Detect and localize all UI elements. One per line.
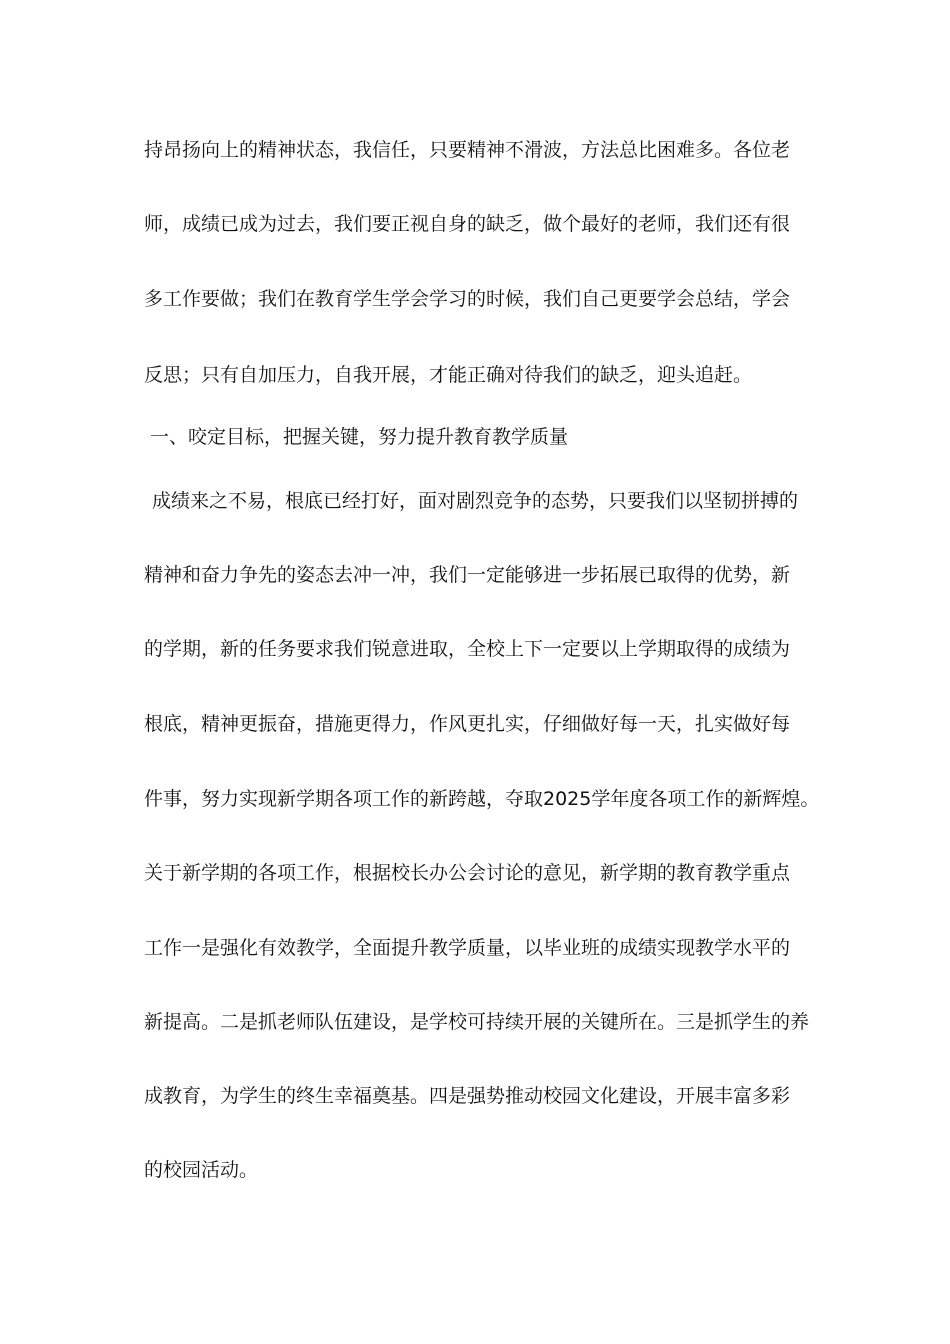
paragraph-line-1: 持昂扬向上的精神状态，我信任，只要精神不滑波，方法总比困难多。各位老 [144, 139, 791, 161]
paragraph-line-9: 根底，精神更振奋，措施更得力，作风更扎实，仔细做好每一天，扎实做好每 [144, 713, 791, 735]
paragraph-line-15: 的校园活动。 [144, 1159, 259, 1181]
paragraph-line-10: 件事，努力实现新学期各项工作的新跨越，夺取2025学年度各项工作的新辉煌。 [144, 788, 820, 810]
paragraph-line-8: 的学期，新的任务要求我们锐意进取，全校上下一定要以上学期取得的成绩为 [144, 638, 791, 660]
section-heading: 一、咬定目标，把握关键，努力提升教育教学质量 [150, 426, 569, 448]
paragraph-line-4: 反思；只有自加压力，自我开展，才能正确对待我们的缺乏，迎头追赶。 [144, 364, 753, 386]
paragraph-line-14: 成教育，为学生的终生幸福奠基。四是强势推动校园文化建设，开展丰富多彩 [144, 1085, 791, 1107]
paragraph-line-11: 关于新学期的各项工作，根据校长办公会讨论的意见，新学期的教育教学重点 [144, 862, 791, 884]
paragraph-line-3: 多工作要做；我们在教育学生学会学习的时候，我们自己更要学会总结，学会 [144, 288, 791, 310]
paragraph-line-12: 工作一是强化有效教学，全面提升教学质量，以毕业班的成绩实现教学水平的 [144, 937, 791, 959]
paragraph-line-7: 精神和奋力争先的姿态去冲一冲，我们一定能够进一步拓展已取得的优势，新 [144, 564, 791, 586]
paragraph-line-6: 成绩来之不易，根底已经打好，面对剧烈竞争的态势，只要我们以坚韧拼搏的 [152, 490, 799, 512]
paragraph-line-2: 师，成绩已成为过去，我们要正视自身的缺乏，做个最好的老师，我们还有很 [144, 213, 791, 235]
paragraph-line-13: 新提高。二是抓老师队伍建设，是学校可持续开展的关键所在。三是抓学生的养 [144, 1011, 810, 1033]
